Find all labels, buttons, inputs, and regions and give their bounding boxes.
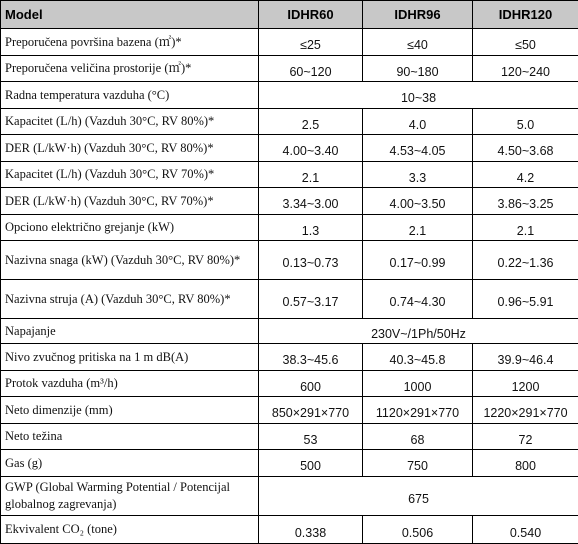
table-row: [1, 424, 578, 450]
value-cell: 1.3: [259, 215, 363, 241]
value-cell: 4.00~3.40: [259, 135, 363, 162]
row-label: Napajanje: [1, 319, 259, 344]
header-row: [1, 1, 578, 29]
value-cell: 0.22~1.36: [473, 241, 578, 280]
value-cell: 1000: [363, 371, 473, 397]
row-label: DER (L/kW·h) (Vazduh 30°C, RV 70%)*: [1, 188, 259, 215]
row-label: Gas (g): [1, 450, 259, 477]
value-cell: 0.17~0.99: [363, 241, 473, 280]
value-cell: 40.3~45.8: [363, 344, 473, 371]
table-row: [1, 516, 578, 544]
merged-value-cell: 230V~/1Ph/50Hz: [259, 319, 578, 344]
value-cell: 0.506: [363, 516, 473, 544]
row-label: Nazivna snaga (kW) (Vazduh 30°C, RV 80%)*: [1, 241, 259, 280]
value-cell: 4.00~3.50: [363, 188, 473, 215]
value-cell: 4.2: [473, 162, 578, 188]
table-row: [1, 477, 578, 516]
value-cell: ≤40: [363, 29, 473, 56]
value-cell: 2.1: [259, 162, 363, 188]
value-cell: 4.53~4.05: [363, 135, 473, 162]
row-label: Neto dimenzije (mm): [1, 397, 259, 424]
table-row: [1, 215, 578, 241]
value-cell: 4.50~3.68: [473, 135, 578, 162]
header-model-idhr96: IDHR96: [363, 1, 473, 29]
value-cell: 60~120: [259, 56, 363, 82]
merged-value-cell: 10~38: [259, 82, 578, 109]
table-row: [1, 135, 578, 162]
row-label: Opciono električno grejanje (kW): [1, 215, 259, 241]
row-label: Kapacitet (L/h) (Vazduh 30°C, RV 80%)*: [1, 109, 259, 135]
table-row: [1, 280, 578, 319]
value-cell: 5.0: [473, 109, 578, 135]
header-model-idhr120: IDHR120: [473, 1, 578, 29]
value-cell: ≤50: [473, 29, 578, 56]
header-model-idhr60: IDHR60: [259, 1, 363, 29]
value-cell: 3.34~3.00: [259, 188, 363, 215]
value-cell: 4.0: [363, 109, 473, 135]
row-label: Protok vazduha (m³/h): [1, 371, 259, 397]
value-cell: 1220×291×770: [473, 397, 578, 424]
value-cell: 68: [363, 424, 473, 450]
value-cell: 120~240: [473, 56, 578, 82]
value-cell: 850×291×770: [259, 397, 363, 424]
value-cell: 0.57~3.17: [259, 280, 363, 319]
table-row: [1, 319, 578, 344]
table-row: [1, 109, 578, 135]
value-cell: 500: [259, 450, 363, 477]
row-label: Radna temperatura vazduha (°C): [1, 82, 259, 109]
value-cell: 38.3~45.6: [259, 344, 363, 371]
table-row: [1, 162, 578, 188]
value-cell: 0.74~4.30: [363, 280, 473, 319]
value-cell: 0.13~0.73: [259, 241, 363, 280]
value-cell: 53: [259, 424, 363, 450]
table-row: [1, 450, 578, 477]
row-label: DER (L/kW·h) (Vazduh 30°C, RV 80%)*: [1, 135, 259, 162]
value-cell: 800: [473, 450, 578, 477]
value-cell: 2.1: [363, 215, 473, 241]
value-cell: 90~180: [363, 56, 473, 82]
value-cell: 3.86~3.25: [473, 188, 578, 215]
row-label: Neto težina: [1, 424, 259, 450]
row-label: Preporučena površina bazena (㎡)*: [1, 29, 259, 56]
value-cell: 1200: [473, 371, 578, 397]
row-label: Nivo zvučnog pritiska na 1 m dB(A): [1, 344, 259, 371]
row-label: Kapacitet (L/h) (Vazduh 30°C, RV 70%)*: [1, 162, 259, 188]
value-cell: 600: [259, 371, 363, 397]
value-cell: 72: [473, 424, 578, 450]
table-row: [1, 371, 578, 397]
table-row: [1, 56, 578, 82]
table-row: [1, 188, 578, 215]
value-cell: 3.3: [363, 162, 473, 188]
value-cell: 0.96~5.91: [473, 280, 578, 319]
value-cell: 750: [363, 450, 473, 477]
row-label: Preporučena veličina prostorije (㎡)*: [1, 56, 259, 82]
row-label: Ekvivalent CO₂ (tone): [1, 516, 259, 544]
table-row: [1, 241, 578, 280]
table-row: [1, 397, 578, 424]
table-row: [1, 344, 578, 371]
header-model-label: Model: [1, 1, 259, 29]
value-cell: ≤25: [259, 29, 363, 56]
row-label: Nazivna struja (A) (Vazduh 30°C, RV 80%)*: [1, 280, 259, 319]
table-row: [1, 29, 578, 56]
table-row: [1, 82, 578, 109]
value-cell: 0.338: [259, 516, 363, 544]
value-cell: 0.540: [473, 516, 578, 544]
value-cell: 2.1: [473, 215, 578, 241]
row-label: GWP (Global Warming Potential / Potencijal globalnog zagrevanja): [1, 477, 259, 516]
merged-value-cell: 675: [259, 477, 578, 516]
value-cell: 39.9~46.4: [473, 344, 578, 371]
value-cell: 1120×291×770: [363, 397, 473, 424]
value-cell: 2.5: [259, 109, 363, 135]
